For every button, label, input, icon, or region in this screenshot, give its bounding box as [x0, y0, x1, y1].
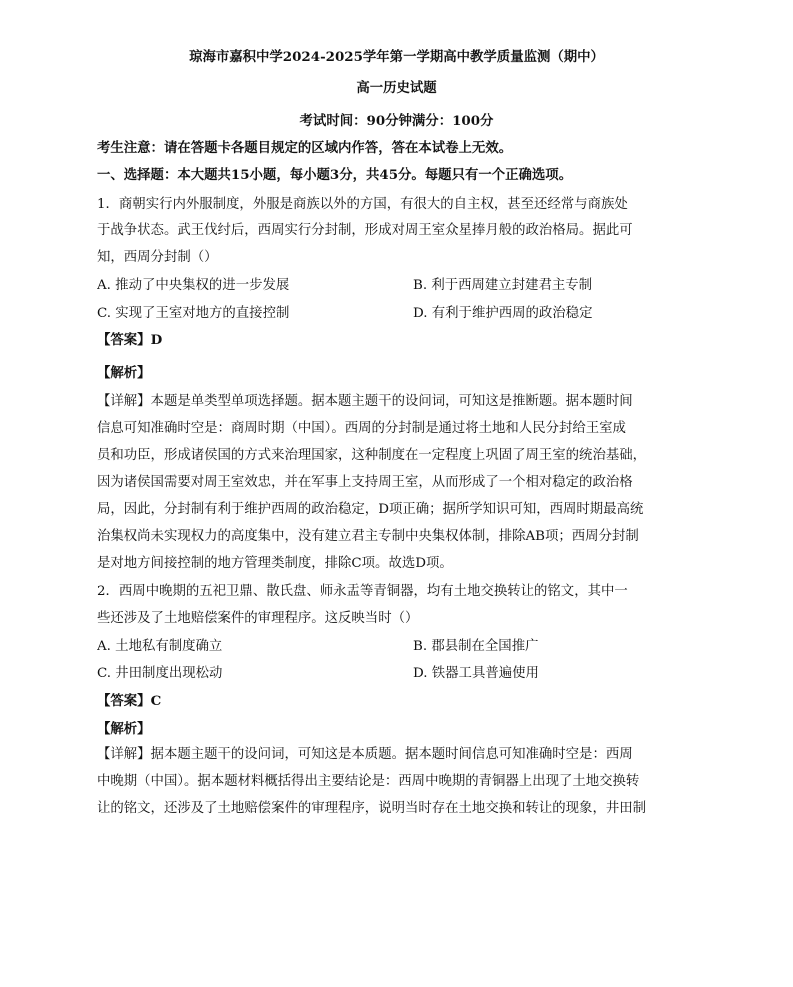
- question-1-option-a: A. 推动了中央集权的进一步发展: [97, 278, 290, 293]
- question-2-analysis-label: 【解析】: [97, 721, 151, 737]
- question-2-option-d: D. 铁器工具普遍使用: [413, 666, 539, 681]
- question-1-detail-line: 是对地方间接控制的地方管理类制度，排除C项。故选D项。: [97, 556, 453, 571]
- question-2-detail-line: 【详解】据本题主题干的设问词，可知这是本质题。据本题时间信息可知准确时空是：西周: [97, 747, 633, 762]
- exam-info: 考试时间：90分钟满分：100分: [299, 113, 494, 129]
- candidate-notice: 考生注意：请在答题卡各题目规定的区域内作答，答在本试卷上无效。: [97, 140, 513, 156]
- answer-label: 【答案】: [97, 693, 151, 709]
- question-1-option-d: D. 有利于维护西周的政治稳定: [413, 306, 593, 321]
- question-2-answer: [97, 692, 697, 711]
- question-1-detail-line: 局，因此，分封制有利于维护西周的政治稳定，D项正确；据所学知识可知，西周时期最高统: [97, 502, 644, 517]
- question-1-detail-line: 因为诸侯国需要对周王室效忠，并在军事上支持周王室，从而形成了一个相对稳定的政治格: [97, 475, 633, 490]
- question-2-option-c: C. 井田制度出现松动: [97, 666, 223, 681]
- section-title: 一、选择题：本大题共15小题，每小题3分，共45分。每题只有一个正确选项。: [97, 167, 573, 183]
- question-2-stem-line: 些还涉及了土地赔偿案件的审理程序。这反映当时（）: [97, 611, 419, 626]
- question-2-detail-line: 让的铭文，还涉及了土地赔偿案件的审理程序，说明当时存在土地交换和转让的现象，井田制: [97, 801, 647, 816]
- question-1-option-b: B. 利于西周建立封建君主专制: [413, 278, 593, 293]
- question-1-detail-line: 信息可知准确时空是：商周时期（中国）。西周的分封制是通过将土地和人民分封给王室成: [97, 421, 626, 436]
- question-1-stem-line: 于战争状态。武王伐纣后，西周实行分封制，形成对周王室众星捧月般的政治格局。据此可: [97, 223, 633, 238]
- question-2-stem-line: 2．西周中晚期的五祀卫鼎、散氏盘、师永盂等青铜器，均有土地交换转让的铭文，其中一: [97, 584, 628, 599]
- question-2-detail-line: 中晚期（中国）。据本题材料概括得出主要结论是：西周中晚期的青铜器上出现了土地交换转: [97, 774, 640, 789]
- exam-title: 琼海市嘉积中学2024-2025学年第一学期高中教学质量监测（期中）: [189, 49, 604, 65]
- exam-subtitle: 高一历史试题: [356, 80, 437, 96]
- question-1-option-c: C. 实现了王室对地方的直接控制: [97, 306, 290, 321]
- question-1-answer: [97, 331, 697, 350]
- question-1-stem-line: 1．商朝实行内外服制度，外服是商族以外的方国，有很大的自主权，甚至还经常与商族处: [97, 197, 628, 212]
- question-1-stem-line: 知，西周分封制（）: [97, 250, 218, 265]
- question-1-detail-line: 【详解】本题是单类型单项选择题。据本题主题干的设问词，可知这是推断题。据本题时间: [97, 394, 633, 409]
- question-2-option-a: A. 土地私有制度确立: [97, 639, 223, 654]
- answer-value: C: [150, 693, 162, 709]
- answer-value: D: [150, 332, 163, 348]
- answer-label: 【答案】: [97, 332, 151, 348]
- question-1-analysis-label: 【解析】: [97, 365, 151, 381]
- question-1-detail-line: 员和功臣，形成诸侯国的方式来治理国家，这种制度在一定程度上巩固了周王室的统治基础，: [97, 448, 647, 463]
- question-2-option-b: B. 郡县制在全国推广: [413, 639, 539, 654]
- question-1-detail-line: 治集权尚未实现权力的高度集中，没有建立君主专制中央集权体制，排除AB项；西周分封制: [97, 529, 639, 544]
